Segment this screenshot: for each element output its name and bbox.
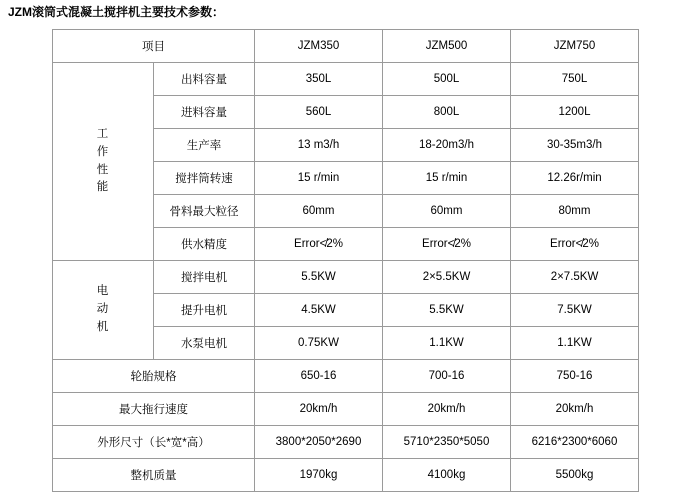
- row-value: Error≮2%: [511, 228, 639, 261]
- row-value: 60mm: [255, 195, 383, 228]
- row-value: 20km/h: [383, 393, 511, 426]
- header-cell-model-1: JZM350: [255, 30, 383, 63]
- row-value: 5.5KW: [383, 294, 511, 327]
- row-value: 2×7.5KW: [511, 261, 639, 294]
- row-value: 15 r/min: [255, 162, 383, 195]
- row-value: 750L: [511, 63, 639, 96]
- header-cell-model-2: JZM500: [383, 30, 511, 63]
- row-value: 4100kg: [383, 459, 511, 492]
- row-value: 500L: [383, 63, 511, 96]
- row-value: 2×5.5KW: [383, 261, 511, 294]
- row-item-label: 搅拌电机: [154, 261, 255, 294]
- row-value: 5710*2350*5050: [383, 426, 511, 459]
- row-item-label: 轮胎规格: [53, 360, 255, 393]
- row-value: 20km/h: [511, 393, 639, 426]
- row-value: 30-35m3/h: [511, 129, 639, 162]
- row-value: Error≮2%: [255, 228, 383, 261]
- group-label-char: 能: [96, 181, 110, 194]
- row-item-label: 最大拖行速度: [53, 393, 255, 426]
- row-value: 560L: [255, 96, 383, 129]
- row-item-label: 水泵电机: [154, 327, 255, 360]
- row-value: 700-16: [383, 360, 511, 393]
- row-value: 4.5KW: [255, 294, 383, 327]
- row-value: 20km/h: [255, 393, 383, 426]
- group-label-motor: [53, 261, 154, 360]
- table-header-row: [53, 30, 639, 63]
- row-value: 650-16: [255, 360, 383, 393]
- row-value: 80mm: [511, 195, 639, 228]
- group-label-char: 动: [96, 303, 110, 316]
- header-cell-item: 项目: [53, 30, 255, 63]
- group-label-char: 电: [96, 285, 110, 298]
- row-value: 750-16: [511, 360, 639, 393]
- group-label-performance: [53, 63, 154, 261]
- table-row: [53, 360, 639, 393]
- row-value: 1200L: [511, 96, 639, 129]
- table-row: [53, 426, 639, 459]
- row-value: 6216*2300*6060: [511, 426, 639, 459]
- row-value: 13 m3/h: [255, 129, 383, 162]
- row-item-label: 进料容量: [154, 96, 255, 129]
- row-value: 5500kg: [511, 459, 639, 492]
- row-item-label: 供水精度: [154, 228, 255, 261]
- row-value: 0.75KW: [255, 327, 383, 360]
- table-row: [53, 63, 639, 96]
- group-label-char: 性: [96, 163, 110, 176]
- row-value: 5.5KW: [255, 261, 383, 294]
- row-value: 60mm: [383, 195, 511, 228]
- row-value: 1970kg: [255, 459, 383, 492]
- group-label-char: 工: [96, 127, 110, 140]
- row-value: 800L: [383, 96, 511, 129]
- row-value: 1.1KW: [383, 327, 511, 360]
- header-cell-model-3: JZM750: [511, 30, 639, 63]
- row-item-label: 外形尺寸（长*宽*高）: [53, 426, 255, 459]
- row-value: 3800*2050*2690: [255, 426, 383, 459]
- group-label-char: 作: [96, 145, 110, 158]
- table-row: [53, 261, 639, 294]
- row-item-label: 出料容量: [154, 63, 255, 96]
- row-value: 7.5KW: [511, 294, 639, 327]
- row-value: 350L: [255, 63, 383, 96]
- row-item-label: 整机质量: [53, 459, 255, 492]
- row-value: 18-20m3/h: [383, 129, 511, 162]
- row-item-label: 骨料最大粒径: [154, 195, 255, 228]
- row-item-label: 搅拌筒转速: [154, 162, 255, 195]
- group-label-char: 机: [96, 320, 110, 333]
- spec-table-container: [52, 29, 639, 492]
- row-value: 15 r/min: [383, 162, 511, 195]
- row-value: 1.1KW: [511, 327, 639, 360]
- table-row: [53, 393, 639, 426]
- row-value: 12.26r/min: [511, 162, 639, 195]
- row-value: Error≮2%: [383, 228, 511, 261]
- table-row: [53, 459, 639, 492]
- row-item-label: 提升电机: [154, 294, 255, 327]
- row-item-label: 生产率: [154, 129, 255, 162]
- page-title: JZM滚筒式混凝土搅拌机主要技术参数：: [8, 5, 225, 19]
- specifications-table: [52, 29, 639, 492]
